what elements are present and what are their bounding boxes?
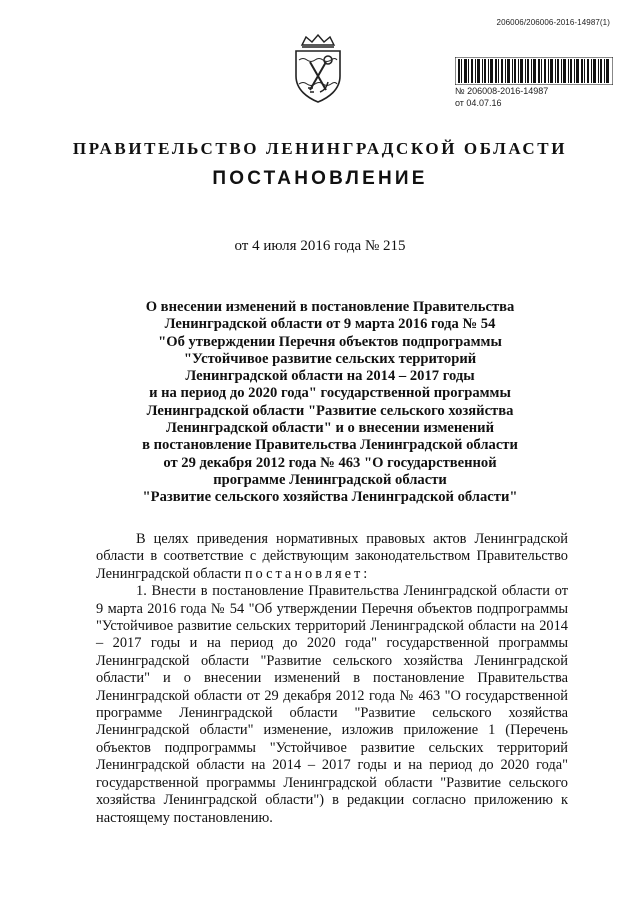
preamble-text: В целях приведения нормативных правовых актов Ленинградской области в соответствие с действующим законодательством Правительство Ленинградской области — [96, 531, 568, 582]
subject-line: и на период до 2020 года" государственной программы — [149, 385, 511, 402]
document-subject — [130, 299, 530, 507]
subject-line: "Устойчивое развитие сельских территорий — [183, 350, 477, 367]
preamble-paragraph — [96, 531, 568, 583]
document-body — [96, 531, 568, 827]
subject-line: Ленинградской области на 2014 – 2017 годы — [185, 368, 475, 385]
subject-line: Ленинградской области "Развитие сельского хозяйства — [146, 402, 514, 419]
subject-line: О внесении изменений в постановление Правительства — [145, 299, 515, 315]
subject-line: программе Ленинградской области — [213, 471, 447, 488]
subject-line: Ленинградской области" и о внесении изменений — [165, 420, 495, 437]
coat-of-arms-icon — [288, 34, 348, 104]
registration-number: № 206008-2016-14987 — [455, 86, 549, 96]
item-1-paragraph: 1. Внести в постановление Правительства Ленинградской области от 9 марта 2016 года № 54 "Об утверждении Перечня объектов подпрограммы "Устойчивое развитие сельских территорий Ленинградской области на 2014 – 2017 годы и на период до 2020 года" государственной программы Ленинградской области "Развитие сельского хозяйства Ленинградской области" и о внесении изменений в постановление Правительства Ленинградской области от 29 декабря 2012 года № 463 "О государственной программе Ленинградской области "Развитие сельского хозяйства Ленинградской области" изменение, изложив приложение 1 (Перечень объектов подпрограммы "Устойчивое развитие сельских территорий Ленинградской области на 2014 – 2017 годы и на период до 2020 года" государственной программы Ленинградской области "Развитие сельского хозяйства Ленинградской области") в редакции согласно приложению к настоящему постановлению. — [96, 583, 568, 826]
subject-line: Ленинградской области от 9 марта 2016 года № 54 — [164, 316, 496, 333]
registration-date: от 04.07.16 — [455, 98, 502, 108]
subject-line: "Об утверждении Перечня объектов подпрограммы — [158, 333, 502, 350]
document-code: 206006/206006-2016-14987(1) — [496, 18, 610, 27]
subject-line: от 29 декабря 2012 года № 463 "О государственной — [163, 454, 497, 471]
resolves-word: постановляет: — [244, 565, 371, 582]
registration-block — [455, 57, 613, 109]
barcode-icon — [455, 57, 613, 85]
government-title: ПРАВИТЕЛЬСТВО ЛЕНИНГРАДСКОЙ ОБЛАСТИ — [72, 139, 568, 158]
subject-line: в постановление Правительства Ленинградской области — [142, 437, 518, 454]
document-type: ПОСТАНОВЛЕНИЕ — [212, 168, 428, 189]
document-date-number: от 4 июля 2016 года № 215 — [234, 238, 406, 254]
subject-line: "Развитие сельского хозяйства Ленинградской области" — [142, 489, 518, 506]
